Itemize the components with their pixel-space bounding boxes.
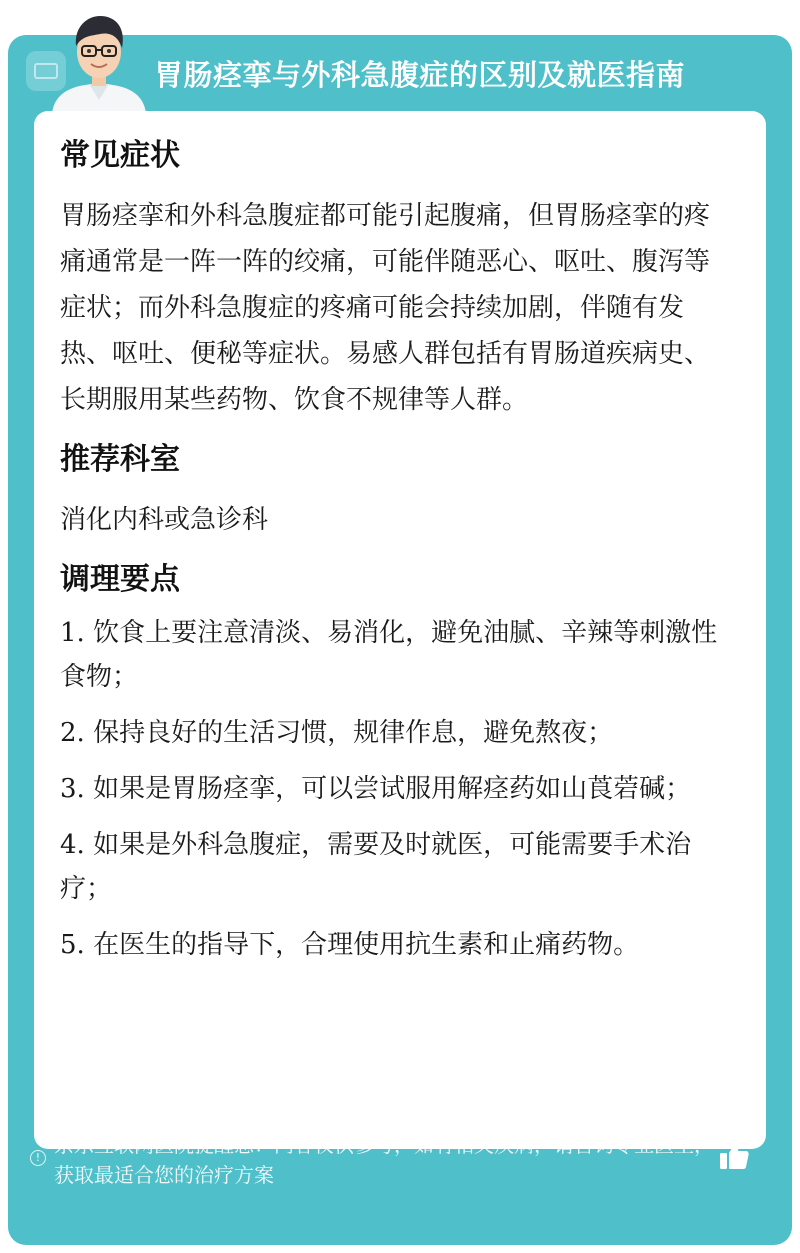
list-item: 3. 如果是胃肠痉挛，可以尝试服用解痉药如山莨菪碱；	[60, 774, 692, 804]
page-title: 胃肠痉挛与外科急腹症的区别及就医指南	[154, 58, 686, 92]
symptoms-text: 胃肠痉挛和外科急腹症都可能引起腹痛，但胃肠痉挛的疼痛通常是一阵一阵的绞痛，可能伴随恶心、呕吐、腹泻等症状；而外科急腹症的疼痛可能会持续加剧，伴随有发热、呕吐、便秘等症状。易感人群包括有胃肠道疾病史、长期服用某些药物、饮食不规律等人群。	[60, 201, 711, 415]
list-item: 2. 保持良好的生活习惯，规律作息，避免熬夜；	[60, 718, 614, 748]
list-item: 1. 饮食上要注意清淡、易消化，避免油腻、辛辣等刺激性食物；	[60, 618, 718, 692]
footer-disclaimer	[28, 1130, 728, 1190]
section-title-symptoms: 常见症状	[60, 138, 180, 173]
care-list	[60, 611, 726, 967]
content-body	[60, 133, 726, 979]
disclaimer-text: 京东互联网医院提醒您：内容仅供参考，如有相关疾病，请咨询专业医生，获取最适合您的治疗方案	[54, 1133, 714, 1187]
section-title-care: 调理要点	[60, 562, 180, 597]
list-item: 5. 在医生的指导下，合理使用抗生素和止痛药物。	[60, 930, 640, 960]
info-icon: !	[30, 1150, 46, 1166]
section-title-department: 推荐科室	[60, 442, 180, 477]
list-item: 4. 如果是外科急腹症，需要及时就医，可能需要手术治疗；	[60, 830, 692, 904]
thumbs-up-icon[interactable]	[716, 1138, 752, 1174]
doctor-avatar	[44, 4, 154, 114]
department-text: 消化内科或急诊科	[60, 505, 269, 535]
content-card	[34, 111, 766, 1149]
